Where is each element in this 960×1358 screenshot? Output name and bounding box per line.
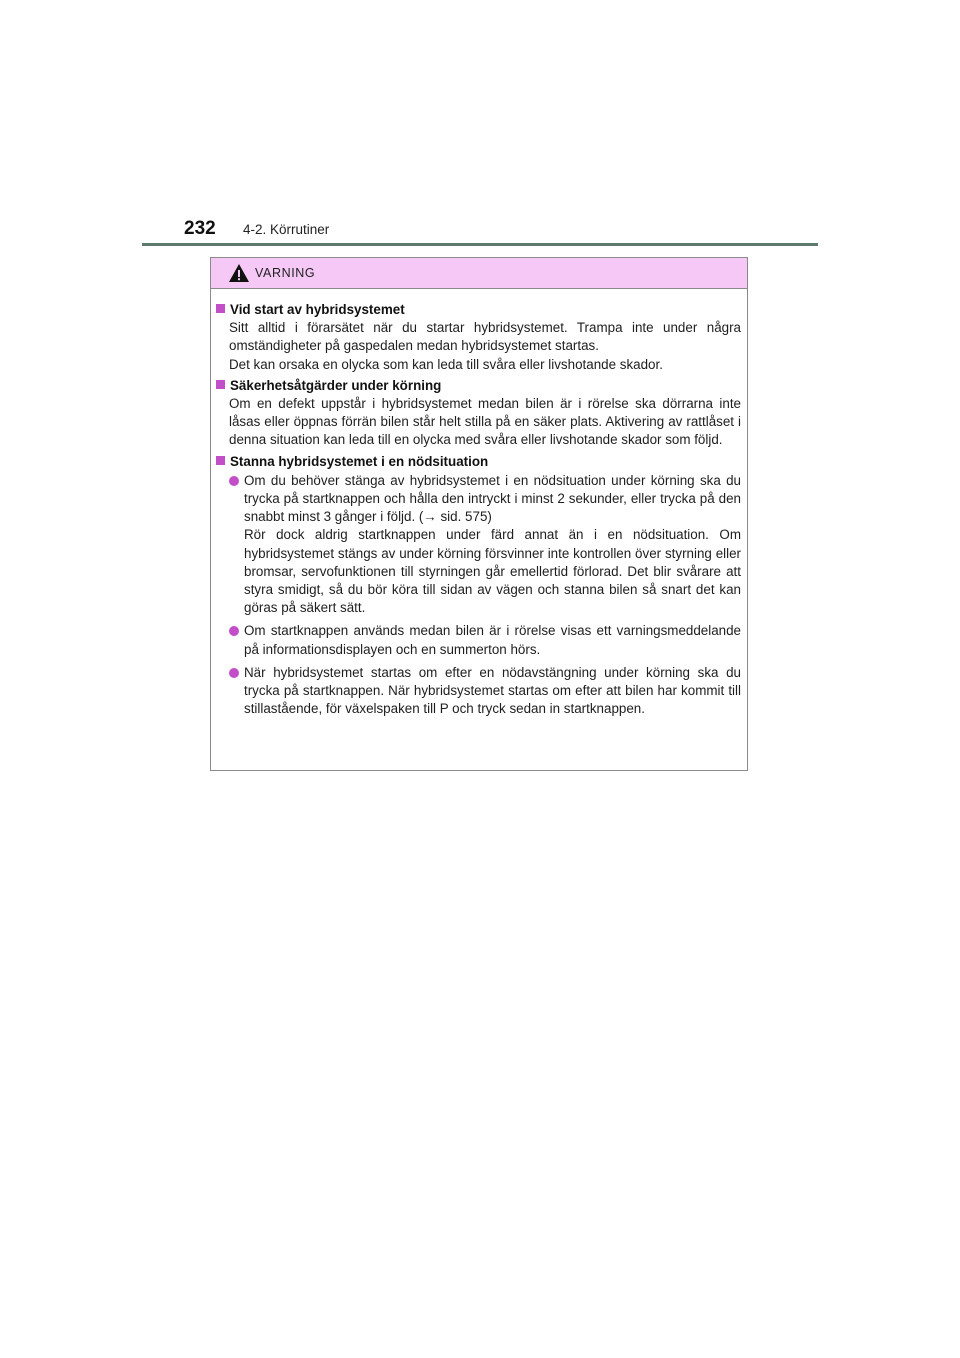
warning-body [211, 289, 747, 718]
paragraph: Det kan orsaka en olycka som kan leda till svåra eller livshotande skador. [229, 356, 663, 372]
square-bullet-icon [216, 380, 225, 389]
paragraph: När hybridsystemet startas om efter en nödavstängning under körning ska du trycka på startknappen. När hybridsystemet startas om efter att bilen har kommit till stillastående, för växelspaken till P och tryck sedan in startknappen. [244, 664, 741, 717]
header-rule [142, 243, 818, 246]
page-header [142, 214, 818, 246]
section-heading-text: Vid start av hybridsystemet [230, 302, 405, 317]
warning-label: VARNING [255, 266, 316, 280]
section-heading [216, 453, 741, 471]
square-bullet-icon [216, 456, 225, 465]
section-title: 4-2. Körrutiner [243, 222, 330, 237]
paragraph: Om startknappen används medan bilen är i rörelse visas ett varningsmeddelande på informationsdisplayen och en summerton hörs. [244, 623, 741, 657]
square-bullet-icon [216, 304, 225, 313]
warning-section-emergency [216, 453, 741, 719]
paragraph: Sitt alltid i förarsätet när du startar hybridsystemet. Trampa inte under några omständigheter på gaspedalen medan hybridsystemet startas. [229, 320, 741, 354]
circle-bullet-icon [229, 668, 239, 678]
warning-section-start [216, 301, 741, 374]
section-text [229, 395, 741, 450]
paragraph: Om du behöver stänga av hybridsystemet i en nödsituation under körning ska du trycka på startknappen och hålla den intryckt i minst 2 sekunder, eller trycka på den snabbt minst 3 gånger i följd. (→ sid. 575) [244, 472, 741, 525]
list-item-text [244, 622, 741, 658]
section-heading-text: Stanna hybridsystemet i en nödsituation [230, 453, 489, 469]
warning-box [210, 257, 748, 771]
warning-header [211, 258, 747, 289]
list-item-text [244, 472, 741, 618]
section-text [229, 319, 741, 374]
warning-section-driving [216, 377, 741, 450]
list-item [229, 472, 741, 618]
list-item [229, 622, 741, 658]
list-item-text [244, 664, 741, 719]
section-heading-text: Säkerhetsåtgärder under körning [230, 377, 442, 393]
warning-triangle-icon [228, 263, 250, 283]
circle-bullet-icon [229, 476, 239, 486]
list-item [229, 664, 741, 719]
section-heading [216, 301, 741, 319]
paragraph: Rör dock aldrig startknappen under färd annat än i en nödsituation. Om hybridsystemet stängs av under körning försvinner inte kontrollen över styrning eller bromsar, servofunktionen till styrningen går emellertid förlorad. Det blir svårare att styra smidigt, så du bör köra till sidan av vägen och stanna bilen så snart det kan göras på säkert sätt. [244, 527, 741, 616]
paragraph: Om en defekt uppstår i hybridsystemet medan bilen är i rörelse ska dörrarna inte låsas eller öppnas förrän bilen står helt stilla på en säker plats. Aktivering av rattlåset i denna situation kan leda till en olycka med svåra eller livshotande skador som följd. [229, 396, 741, 448]
circle-bullet-icon [229, 626, 239, 636]
section-heading [216, 377, 741, 395]
page-number: 232 [184, 218, 216, 239]
